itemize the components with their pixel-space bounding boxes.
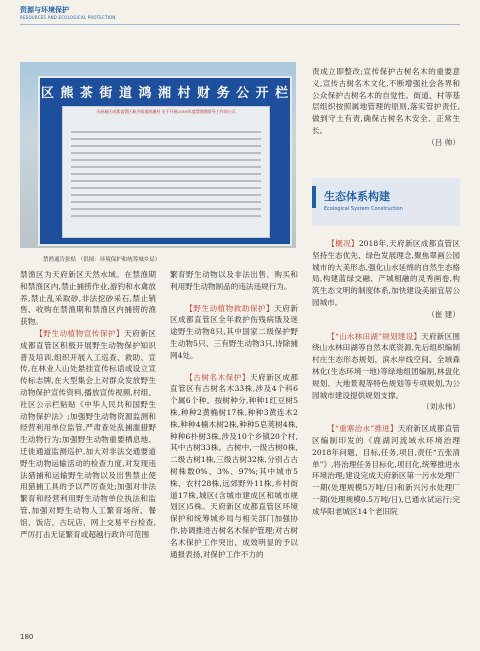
paragraph-text: 天府新区成都直管区全年救护伤残病饿及迷途野生动物8只,其中国家二级保护野生动物5只、三有野生动物3只,诗除捕网4处。 <box>170 303 298 360</box>
section-tag: 【“重寨治水”推进】 <box>327 424 398 434</box>
section-tag: 【野生动植物救助保护】 <box>185 303 275 313</box>
column-1 <box>20 269 156 540</box>
section-tag: 【古树名木保护】 <box>185 372 250 382</box>
section-tag: 【野生动植物宣传保护】 <box>35 328 125 338</box>
author-signature: （刘永伟） <box>422 402 460 412</box>
paragraph <box>170 372 298 561</box>
paragraph <box>20 328 156 540</box>
notice-panel <box>62 106 270 238</box>
notice-board-photo <box>20 62 296 248</box>
section-heading-band <box>312 178 460 226</box>
paragraph: 禁渔区为天府新区天然水域。在禁渔期和禁渔区内,禁止捕捞作业,游钓和水禽放养,禁止乱采取砂,非法挖砂采石,禁止销售、收购在禁渔期和禁渔区内捕捞的渔获物。 <box>20 270 156 327</box>
paragraph: 责成立即整改;宣传保护古树名木的重要意义,宣传古树名木文化,不断增强社会各界和公众保护古树名木的自觉性。街道、村等基层组织按照属地管理的原则,落实管护责任,做到守土有责,确保古树名木安全、正常生长。 <box>312 67 460 135</box>
paragraph-text: 天府新区成都直管区编制印发的《鹿湖河流域水环境治理2018年问题、目标,任务,项目,责任“五张清单”》,将治理任务目标化,项目化,统筹推进水环境治理;建设完成天府新区第一污水处理厂一期(处理规模5万吨/日)和新兴污水处理厂一期(处理规模0.5万吨/日),已通水试运行;完成华阳老城区14个老旧院 <box>312 424 461 516</box>
board-title: 区 熊 茶 街 道 鸿 湘 村 财 务 公 开 栏 <box>40 86 290 101</box>
section-tag: 【“山水林田湖”规划建设】 <box>327 331 422 341</box>
column-2 <box>170 269 298 560</box>
notice-title: 天府新区成都直管区新兴街道鸿湘村 关于开展2018年度禁渔期督导工作的公示 <box>96 109 236 114</box>
header-subtitle: RESOURCES AND ECOLOGICAL PROTECTION <box>20 15 116 20</box>
paragraph <box>312 238 460 309</box>
paragraph <box>312 331 460 402</box>
paragraph <box>170 303 298 362</box>
section-subtitle: Ecological System Construction <box>324 206 403 212</box>
photo-caption: 禁渔通告张贴 （供图：环境保护和统筹城乡局） <box>43 257 161 263</box>
heading-accent-bar <box>312 186 316 208</box>
finance-notice-board <box>38 76 292 246</box>
author-signature: （吕 帅） <box>427 137 460 147</box>
header-title: 资源与环境保护 <box>20 6 69 14</box>
paragraph-text: 天府新区围绕山水林田湖等自然本底资源,先后组织编制村庄生态形态规划、滨水岸线空间、全域森林化(生态环境一地)等绿地组团编制,林盘化规划、大地景观等特色规划等专项规划,为公园城市建设提供规划支撑。 <box>312 331 461 400</box>
section-title: 生态体系构建 <box>324 190 390 203</box>
header-divider <box>20 24 460 25</box>
paragraph <box>312 423 460 517</box>
paragraph-text: 2018年,天府新区成都直管区坚持生态优先、绿色发展理念,聚焦翠画公园城市的大美形态,强化山水延绵的自然生态格局,构建蓝绿交融、产城相融的灵秀画卷,构筑生态文明的制度体系,加快建设美丽宜居公园城市。 <box>312 239 461 307</box>
notice-text-lines <box>71 131 261 222</box>
paragraph-text: 天府新区成都直管区有古树名木33株,涉及4个科6个属6个种。按树种分,种种1红豆树5株,种种2黄桷树17株,种种3黄连木2株,种种4楠木树2株,种种5皂荚树4株,种种6朴树3株,涉及10个乡镇20个村,其中古树33株。古树中,一级古树0株,二级古树1株,三级古树32株,分别占古树株数0%、3%、97%;其中城市5株、农村28株,远郊野外11株,乡村街道17株,城区(含城市建成区和城市规划区)5株。天府新区成都直管区环境保护和统筹城乡局与相关部门加强协作,协调推进古树名木保护管理;对古树名木保护工作突出、成效明显的予以通报表扬,对保护工作不力的 <box>170 372 298 559</box>
page-number: 180 <box>20 633 34 641</box>
column-3-bottom <box>312 238 460 518</box>
page-header <box>20 5 116 20</box>
section-tag: 【概况】 <box>327 239 359 248</box>
column-3-top <box>312 66 460 149</box>
paragraph-text: 天府新区成都直管区积极开展野生动物保护知识普及培训,组织开展入工巡查、救助、宣传,在林业人山处悬挂宣传标语或设立宣传标志牌,在大型集会上对群众发放野生动物保护宣传资料,播放宣传视频,村组、社区公示栏粘贴《中华人民共和国野生动物保护法》;加强野生动物资源监测和经营利用单位监管,严肃查处乱捕滥猎野生动物行为;加强野生动物重要栖息地、迁徙通道监测巡护,加大对非法交通要道野生动物运输活动的检查力度,对发现违法猎捕和运输野生动物以及出售禁止使用猎捕工具的予以严厉查处;加强对非法繁育和经营利用野生动物单位执法和监管,加强对野生动物人工繁育场所、餐馆、饭店、古玩店、网上交易平台检查,严厉打击无证繁育或超越行政许可范围 <box>20 328 157 539</box>
author-signature: （崔 建） <box>427 309 460 319</box>
paragraph: 繁育野生动物以及非法出售、购买和利用野生动物制品的违法违规行为。 <box>170 270 298 291</box>
